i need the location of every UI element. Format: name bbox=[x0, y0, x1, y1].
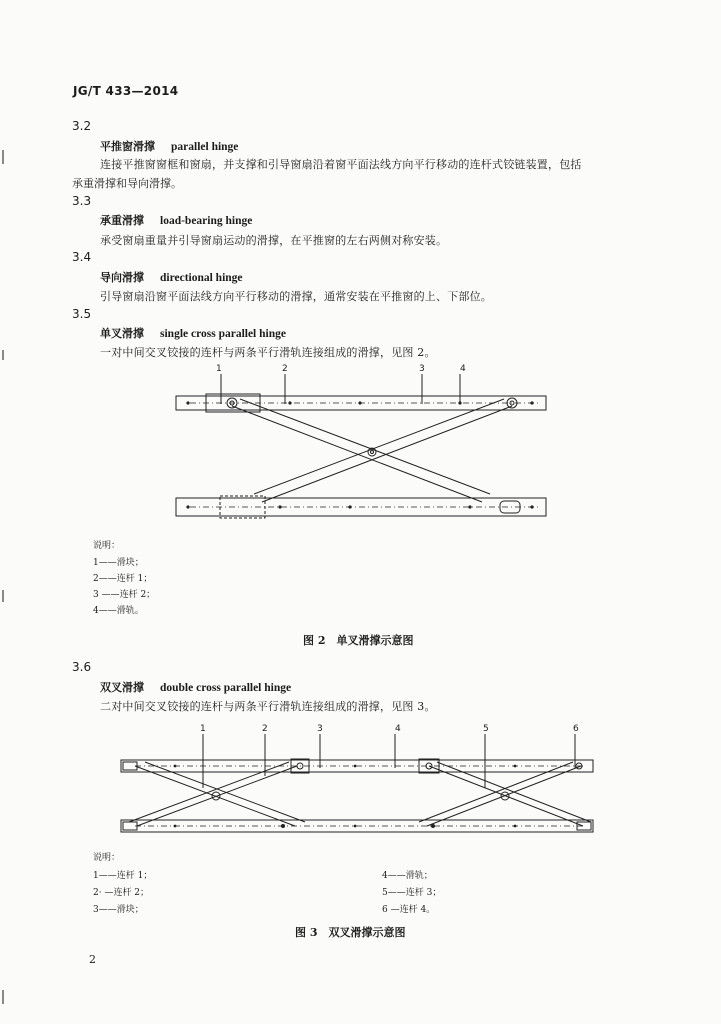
callout-label: 3 bbox=[317, 724, 323, 734]
legend-item: 4——滑轨。 bbox=[93, 606, 144, 616]
term-cn: 单叉滑撑 bbox=[100, 327, 144, 340]
definition-line: 引导窗扇沿窗平面法线方向平行移动的滑撑，通常安装在平推窗的上、下部位。 bbox=[100, 290, 492, 303]
definition-line: 连接平推窗窗框和窗扇，并支撑和引导窗扇沿着窗平面法线方向平行移动的连杆式铰链装置，包括 bbox=[100, 158, 582, 171]
page-number: 2 bbox=[89, 953, 96, 966]
link-2 bbox=[137, 766, 297, 826]
callout-label: 5 bbox=[483, 724, 489, 734]
callout-label: 2 bbox=[282, 364, 288, 374]
legend-item: 3——滑块； bbox=[93, 905, 144, 915]
figure-caption: 图 2 单叉滑撑示意图 bbox=[303, 634, 414, 647]
term-heading bbox=[100, 679, 291, 695]
definition-line: 承受窗扇重量并引导窗扇运动的滑撑，在平推窗的左右两侧对称安装。 bbox=[100, 234, 448, 247]
section-number: 3.2 bbox=[72, 119, 92, 133]
scan-edge-mark bbox=[2, 150, 4, 164]
legend-item: 4——滑轨； bbox=[382, 871, 433, 881]
figure-caption: 图 3 双叉滑撑示意图 bbox=[295, 926, 406, 939]
term-cn: 双叉滑撑 bbox=[100, 681, 144, 694]
term-cn: 导向滑撑 bbox=[100, 271, 144, 284]
link-1 bbox=[135, 766, 295, 826]
term-en: directional hinge bbox=[160, 272, 243, 284]
legend-item: 2——连杆 1； bbox=[93, 574, 153, 584]
callout-label: 2 bbox=[262, 724, 268, 734]
section-number: 3.5 bbox=[72, 307, 92, 321]
term-en: load-bearing hinge bbox=[160, 215, 253, 227]
term-heading bbox=[100, 325, 286, 341]
legend-title: 说明： bbox=[93, 541, 121, 551]
definition-line: 二对中间交叉铰接的连杆与两条平行滑轨连接组成的滑撑，见图 3。 bbox=[100, 700, 436, 713]
section-number: 3.3 bbox=[72, 194, 92, 208]
callout-label: 1 bbox=[200, 724, 206, 734]
term-cn: 承重滑撑 bbox=[100, 214, 144, 227]
scan-edge-mark bbox=[2, 350, 4, 360]
callout-label: 3 bbox=[419, 364, 425, 374]
legend-item: 1——连杆 1； bbox=[93, 871, 153, 881]
scan-edge-mark bbox=[2, 590, 4, 602]
legend-item: 1——滑块； bbox=[93, 558, 144, 568]
term-en: double cross parallel hinge bbox=[160, 682, 292, 694]
figure2-diagram bbox=[170, 360, 555, 530]
callout-label: 6 bbox=[573, 724, 579, 734]
term-heading bbox=[100, 138, 238, 154]
scan-edge-mark bbox=[2, 990, 4, 1004]
callout-label: 1 bbox=[216, 364, 222, 374]
callout-label: 4 bbox=[395, 724, 401, 734]
figure3-diagram bbox=[115, 718, 600, 840]
legend-item: 5——连杆 3； bbox=[382, 888, 442, 898]
term-cn: 平推窗滑撑 bbox=[100, 140, 155, 153]
term-en: parallel hinge bbox=[171, 141, 239, 153]
section-number: 3.4 bbox=[72, 250, 92, 264]
link-4 bbox=[427, 766, 581, 826]
term-en: single cross parallel hinge bbox=[160, 328, 286, 340]
end-cap bbox=[123, 822, 137, 830]
callout-label: 4 bbox=[460, 364, 466, 374]
legend-title: 说明： bbox=[93, 853, 121, 863]
standard-code: JG/T 433—2014 bbox=[73, 84, 179, 98]
section-number: 3.6 bbox=[72, 660, 92, 674]
legend-item: 3 ——连杆 2； bbox=[93, 590, 156, 600]
definition-line: 一对中间交叉铰接的连杆与两条平行滑轨连接组成的滑撑，见图 2。 bbox=[100, 346, 436, 359]
term-heading bbox=[100, 212, 252, 228]
term-heading bbox=[100, 269, 243, 285]
link-3 bbox=[429, 766, 583, 826]
definition-line: 承重滑撑和导向滑撑。 bbox=[72, 177, 182, 190]
legend-item: 6 —连杆 4。 bbox=[382, 905, 436, 915]
legend-item: 2· —连杆 2； bbox=[93, 888, 150, 898]
end-cap bbox=[123, 762, 137, 770]
